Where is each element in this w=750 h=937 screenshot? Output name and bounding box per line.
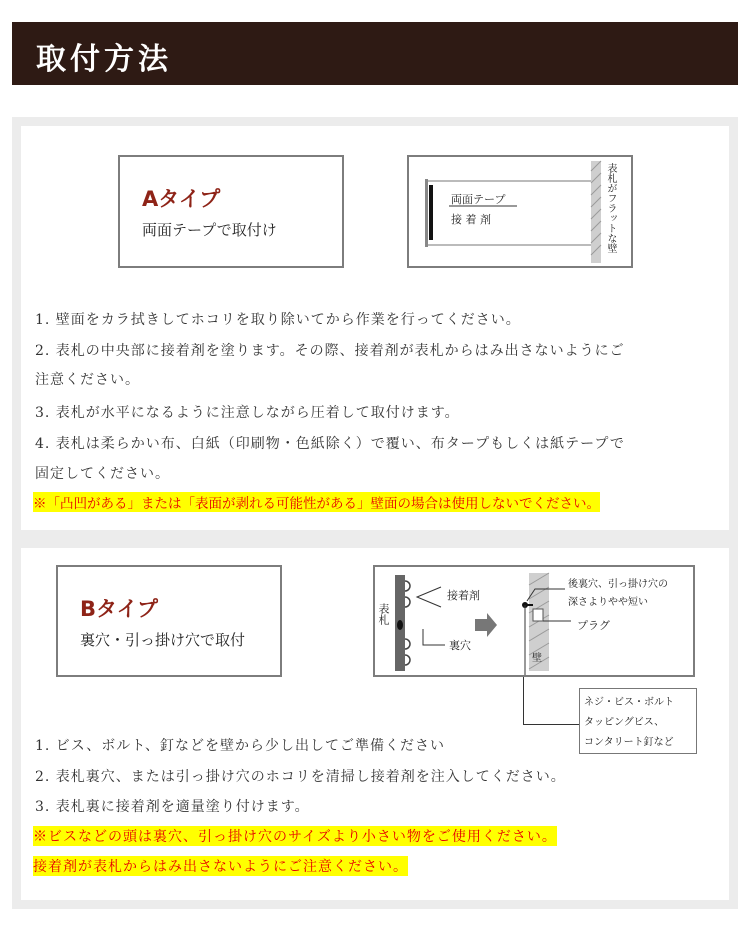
screw-note-2: タッピングビス、	[584, 717, 665, 728]
adhesive-label: 接着剤	[447, 589, 480, 602]
header-bar	[12, 22, 738, 85]
back-hole-label: 裏穴	[449, 639, 471, 652]
type-a-step-2-cont: 注意ください。	[35, 372, 140, 388]
back-hole-leader	[423, 629, 445, 645]
adhesive-arrow	[417, 587, 441, 607]
type-b-warning-2: 接着剤が表札からはみ出さないようにご注意ください。	[33, 856, 408, 876]
screw-note-3: コンタリート釘など	[584, 737, 674, 748]
type-b-label-box	[56, 565, 282, 677]
tape-strip	[429, 185, 433, 240]
depth-note-1: 後裏穴、引っ掛け穴の	[568, 579, 668, 590]
section-type-b	[12, 539, 738, 909]
plug	[533, 609, 543, 621]
type-b-step-1: 1. ビス、ボルト、釘などを壁から少し出してご準備ください	[35, 738, 445, 754]
type-a-step-2: 2. 表札の中央部に接着剤を塗ります。その際、接着剤が表札からはみ出さないようにご	[35, 343, 625, 359]
type-a-label-box	[118, 155, 344, 268]
depth-note-2: 深さよりやや短い	[568, 597, 648, 608]
back-hole-mark	[397, 620, 403, 630]
wall-hatch	[591, 161, 601, 263]
type-a-title: Aタイプ	[142, 187, 221, 211]
plate-label: 表札	[377, 603, 390, 625]
type-a-diagram-svg	[409, 157, 631, 266]
type-a-diagram	[407, 155, 633, 268]
screw-note-box	[579, 688, 697, 754]
adhesive-label: 接 着 剤	[451, 213, 491, 226]
type-b-diagram	[373, 565, 695, 677]
wall-label: 壁	[532, 653, 542, 664]
type-b-step-3: 3. 表札裏に接着剤を適量塗り付けます。	[35, 799, 310, 815]
type-b-title: Bタイプ	[80, 597, 158, 621]
type-b-step-2: 2. 表札裏穴、または引っ掛け穴のホコリを清掃し接着剤を注入してください。	[35, 769, 566, 785]
type-a-step-1: 1. 壁面をカラ拭きしてホコリを取り除いてから作業を行ってください。	[35, 312, 521, 328]
section-type-a	[12, 117, 738, 539]
page-title: 取付方法	[36, 42, 172, 77]
type-a-warning: ※「凸凹がある」または「表面が剥れる可能性がある」壁面の場合は使用しないでください。	[33, 492, 600, 512]
type-a-step-3: 3. 表札が水平になるように注意しながら圧着して取付けます。	[35, 405, 460, 421]
type-a-step-4: 4. 表札は柔らかい布、白紙（印刷物・色紙除く）で覆い、布タープもしくは紙テープで	[35, 436, 625, 452]
tape-label: 両面テープ	[451, 193, 506, 206]
screw-note-1: ネジ・ビス・ボルト	[584, 697, 674, 708]
type-b-warning-1: ※ビスなどの頭は裏穴、引っ掛け穴のサイズより小さい物をご使用ください。	[33, 826, 557, 846]
plate-edge	[425, 179, 428, 247]
type-a-step-4-cont: 固定してください。	[35, 466, 170, 482]
flat-wall-label: 表札がフラットな壁	[605, 163, 616, 253]
type-a-subtitle: 両面テープで取付け	[142, 221, 277, 239]
arrow-right-icon	[475, 613, 497, 637]
plug-label: プラグ	[577, 619, 610, 632]
type-b-subtitle: 裏穴・引っ掛け穴で取付	[80, 631, 246, 649]
